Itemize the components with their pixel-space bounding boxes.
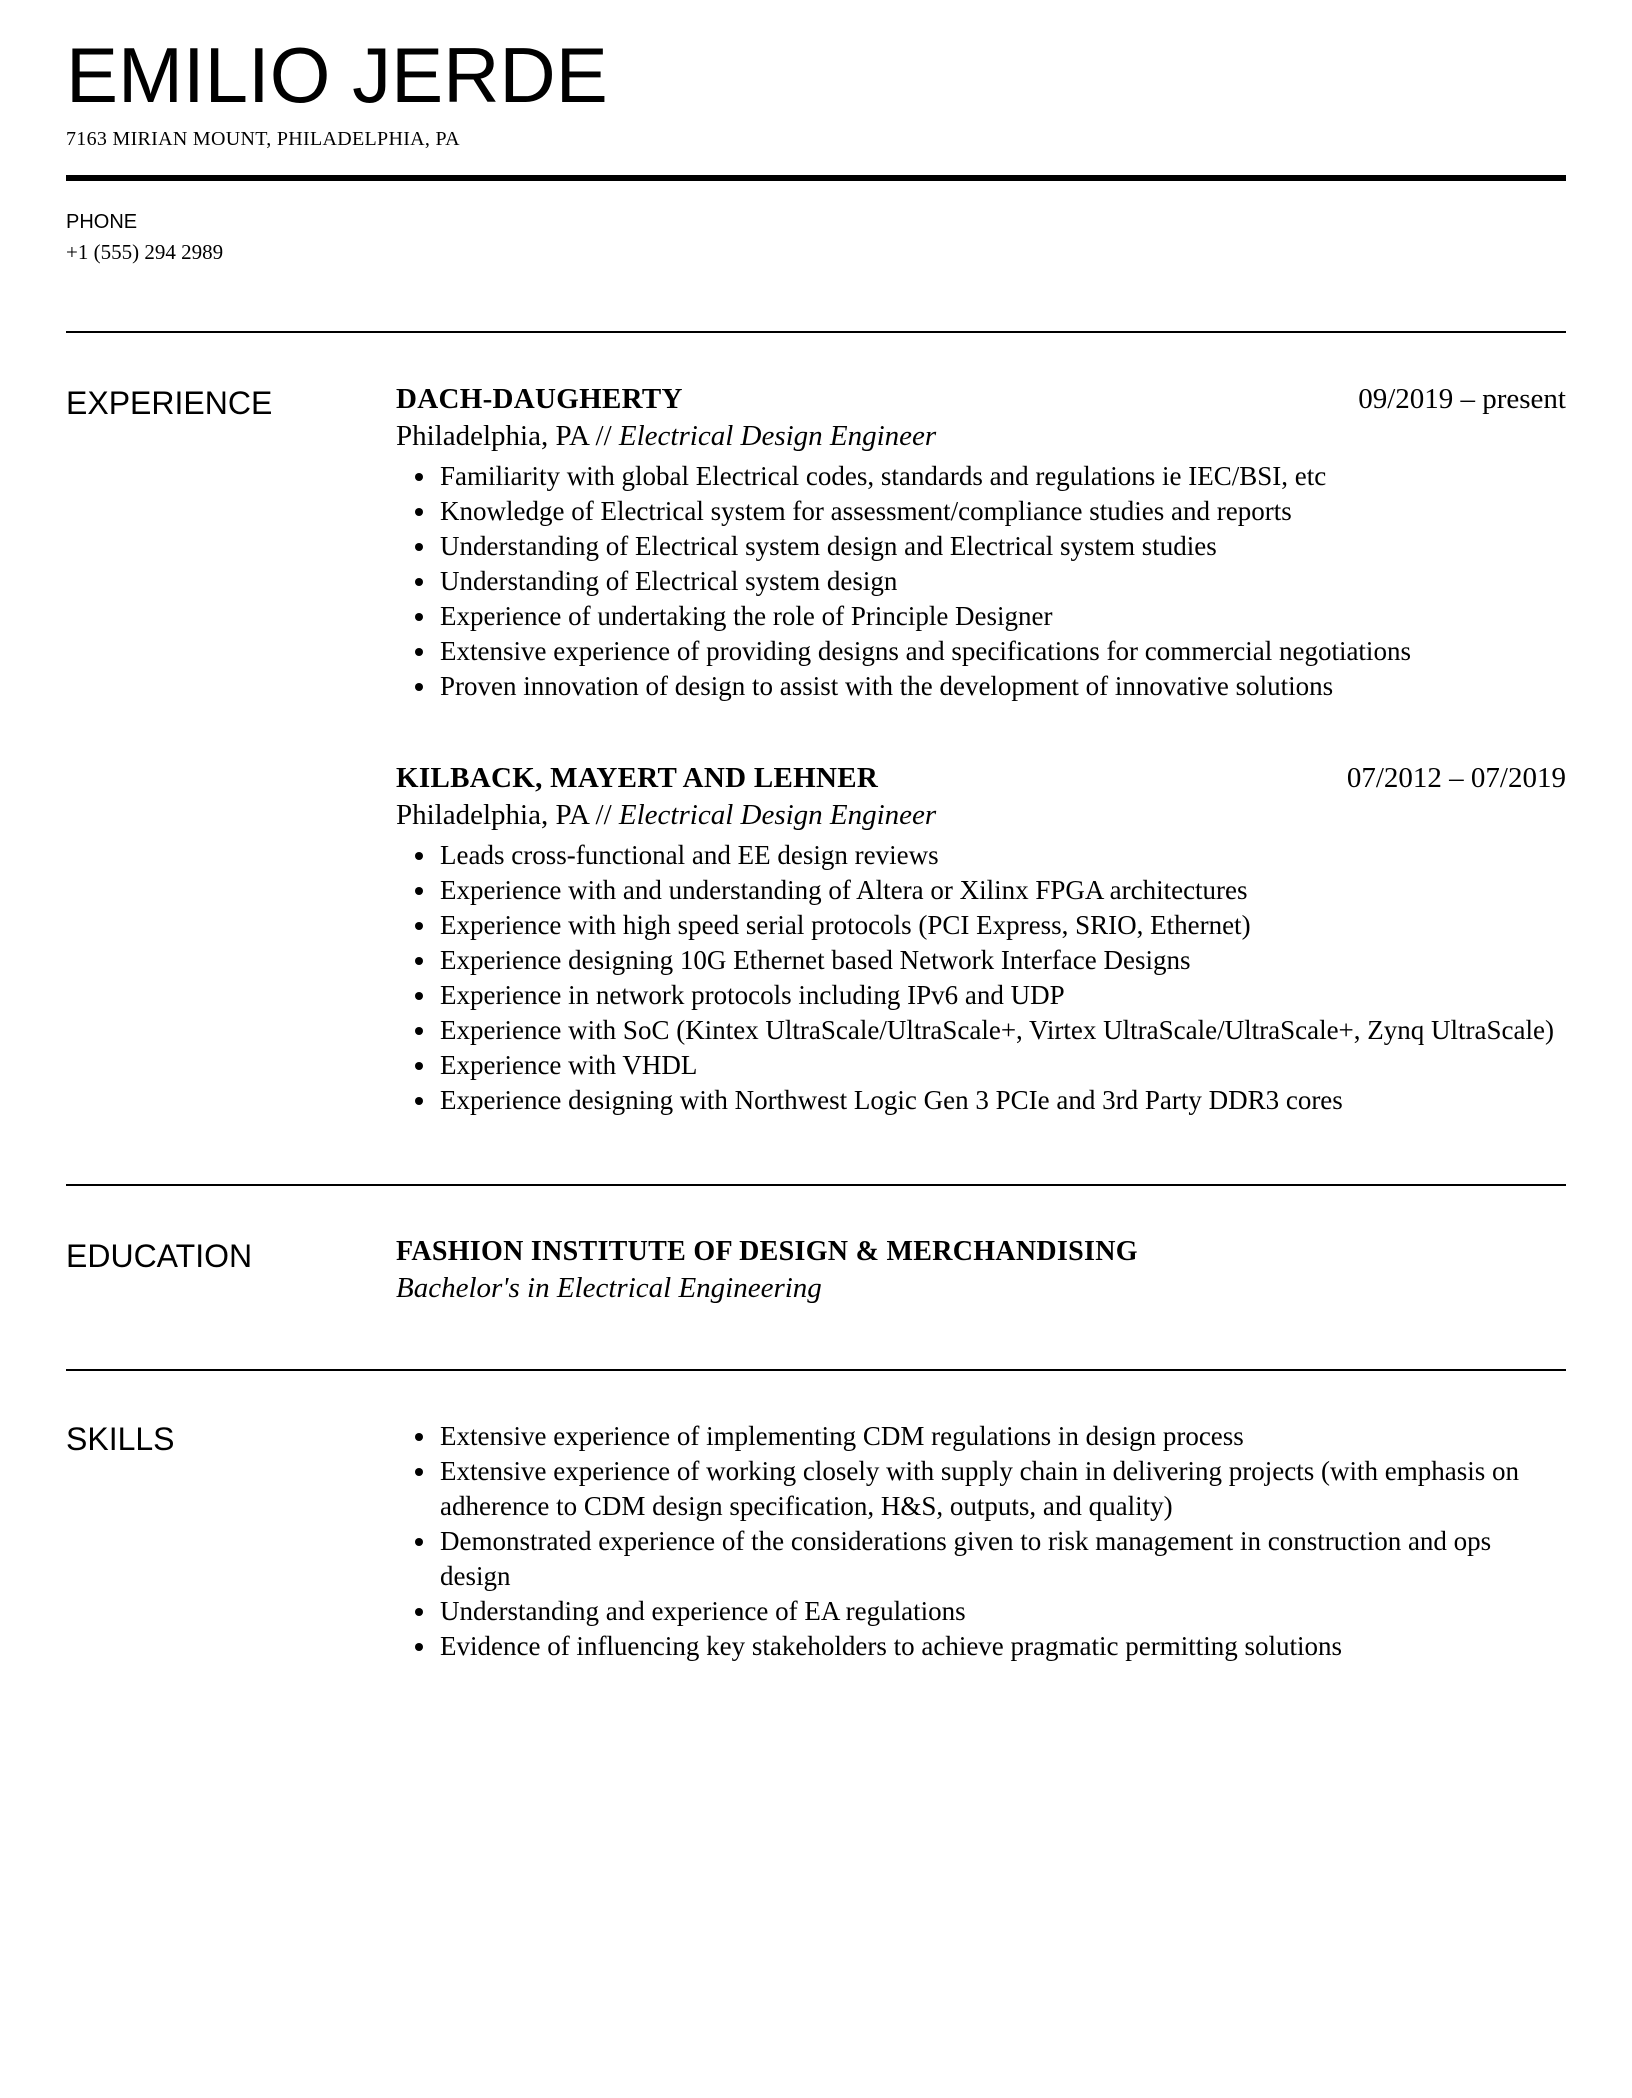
skills-heading: SKILLS (66, 1421, 175, 1457)
job-location: Philadelphia, PA (396, 799, 589, 831)
list-item: • Demonstrated experience of the considerations given to risk management in construction and ops design (438, 1524, 1566, 1594)
header-divider (66, 175, 1566, 181)
job-subline (396, 420, 1566, 453)
company-name: DACH-DAUGHERTY (396, 383, 683, 415)
job-role: Electrical Design Engineer (618, 420, 937, 452)
list-item: • Experience designing with Northwest Logic Gen 3 PCIe and 3rd Party DDR3 cores (438, 1083, 1566, 1118)
education-section (66, 1186, 1566, 1305)
education-body (396, 1236, 1566, 1305)
job-subline (396, 799, 1566, 832)
list-item: • Experience designing 10G Ethernet based Network Interface Designs (438, 943, 1566, 978)
list-item: • Experience with high speed serial protocols (PCI Express, SRIO, Ethernet) (438, 908, 1566, 943)
job-bullets (396, 838, 1566, 1118)
list-item: • Knowledge of Electrical system for assessment/compliance studies and reports (438, 494, 1566, 529)
list-item: • Experience with SoC (Kintex UltraScale/UltraScale+, Virtex UltraScale/UltraScale+, Zynq UltraScale) (438, 1013, 1566, 1048)
job-header (396, 762, 1566, 795)
job-dates: 09/2019 – present (1358, 383, 1566, 415)
list-item: • Experience in network protocols including IPv6 and UDP (438, 978, 1566, 1013)
education-heading: EDUCATION (66, 1238, 253, 1274)
list-item: • Experience of undertaking the role of Principle Designer (438, 599, 1566, 634)
school-name: FASHION INSTITUTE OF DESIGN & MERCHANDISING (396, 1236, 1138, 1267)
skills-body (396, 1419, 1566, 1664)
list-item: • Proven innovation of design to assist with the development of innovative solutions (438, 669, 1566, 704)
job-dates: 07/2012 – 07/2019 (1346, 762, 1566, 794)
job-role: Electrical Design Engineer (618, 799, 937, 831)
experience-section (66, 333, 1566, 1118)
list-item: • Experience with VHDL (438, 1048, 1566, 1083)
degree: Bachelor's in Electrical Engineering (396, 1272, 822, 1304)
job-entry (396, 383, 1566, 704)
skills-section (66, 1371, 1566, 1664)
job-separator: // (595, 799, 612, 831)
list-item: • Understanding and experience of EA regulations (438, 1594, 1566, 1629)
job-bullets (396, 459, 1566, 704)
job-header (396, 383, 1566, 416)
candidate-name: EMILIO JERDE (66, 31, 608, 119)
list-item: • Extensive experience of working closely with supply chain in delivering projects (with emphasis on adherence to CDM design specification, H&S, outputs, and quality) (438, 1454, 1566, 1524)
list-item: • Evidence of influencing key stakeholders to achieve pragmatic permitting solutions (438, 1629, 1566, 1664)
list-item: • Understanding of Electrical system design and Electrical system studies (438, 529, 1566, 564)
list-item: • Extensive experience of providing designs and specifications for commercial negotiations (438, 634, 1566, 669)
skills-bullets (396, 1419, 1566, 1664)
experience-body (396, 383, 1566, 1118)
list-item: • Leads cross-functional and EE design reviews (438, 838, 1566, 873)
phone-value: +1 (555) 294 2989 (66, 240, 224, 264)
experience-heading: EXPERIENCE (66, 385, 273, 421)
list-item: • Understanding of Electrical system design (438, 564, 1566, 599)
job-location: Philadelphia, PA (396, 420, 589, 452)
job-entry (396, 762, 1566, 1118)
list-item: • Extensive experience of implementing CDM regulations in design process (438, 1419, 1566, 1454)
address: 7163 MIRIAN MOUNT, PHILADELPHIA, PA (66, 128, 460, 150)
list-item: • Familiarity with global Electrical codes, standards and regulations ie IEC/BSI, etc (438, 459, 1566, 494)
list-item: • Experience with and understanding of Altera or Xilinx FPGA architectures (438, 873, 1566, 908)
job-separator: // (595, 420, 612, 452)
company-name: KILBACK, MAYERT AND LEHNER (396, 762, 879, 794)
phone-label: PHONE (66, 211, 138, 233)
